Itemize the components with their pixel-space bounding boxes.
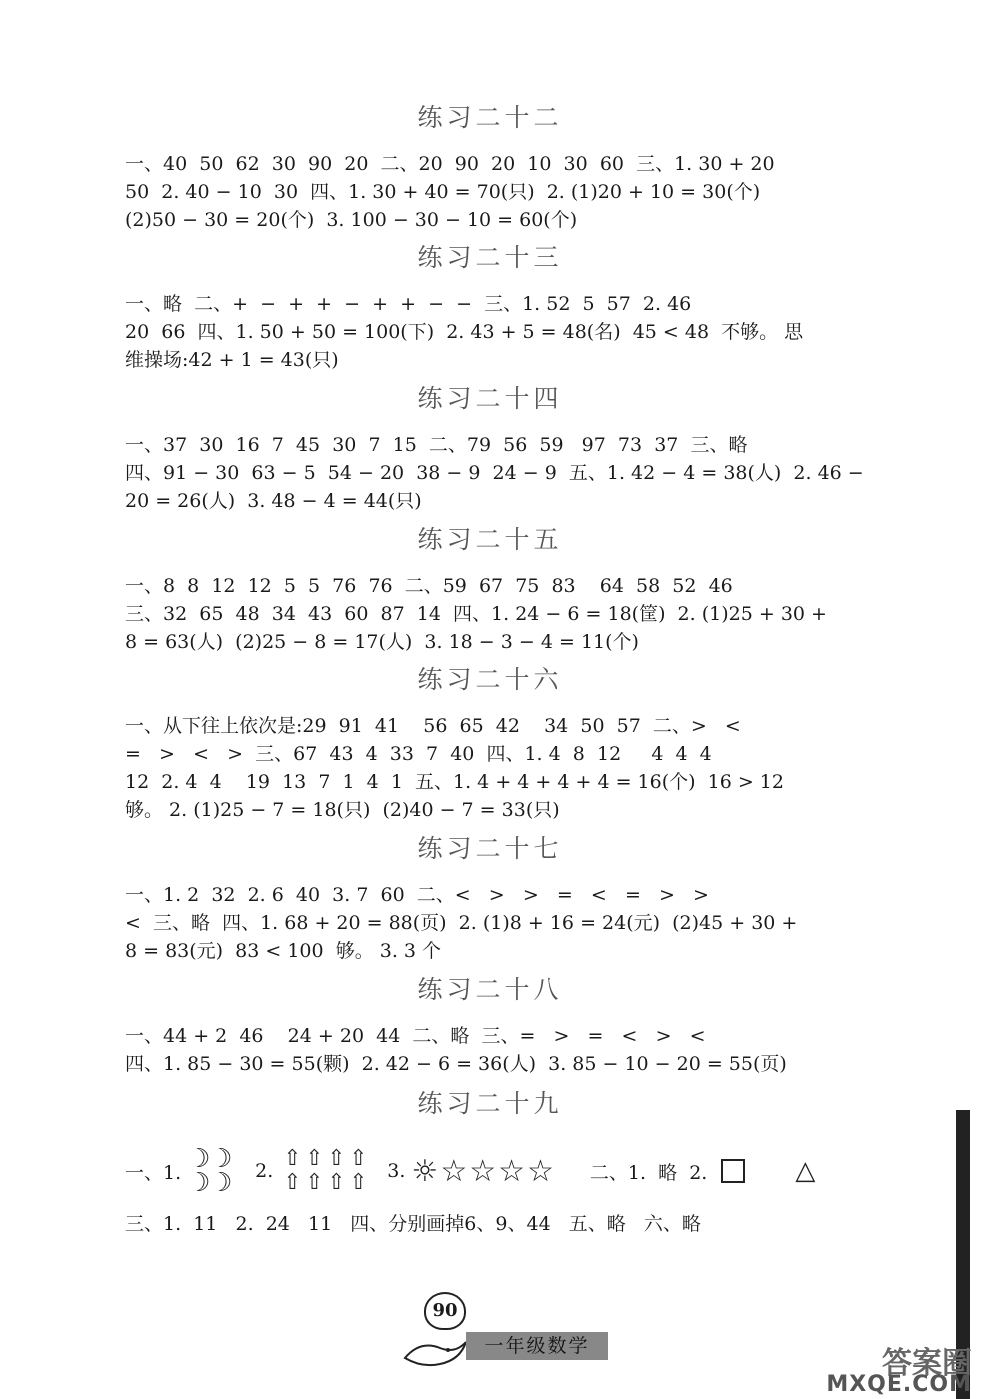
answer-line: < 三、略 四、1. 68 + 20 = 88(页) 2. (1)8 + 16 = 24(元) (2)45 + 30 + <box>125 912 798 934</box>
section-title: 练习二十九 <box>417 1089 563 1118</box>
answer-line: 8 = 63(人) (2)25 − 8 = 17(人) 3. 18 − 3 − 4 = 11(个) <box>125 631 639 653</box>
section-title: 练习二十六 <box>417 665 563 694</box>
answer-line: 一、从下往上依次是:29 91 41 56 65 42 34 50 57 二、> < <box>125 715 741 737</box>
answer-line: 12 2. 4 4 19 13 7 1 4 1 五、1. 4 + 4 + 4 + 4 = 16(个) 16 > 12 <box>125 771 784 793</box>
section-title: 练习二十八 <box>417 975 563 1004</box>
answer-line: 一、37 30 16 7 45 30 7 15 二、79 56 59 97 73 37 三、略 <box>125 434 748 456</box>
shapes-answer-row <box>125 1136 945 1206</box>
answer-label: 2. <box>255 1160 274 1182</box>
answer-line: 20 66 四、1. 50 + 50 = 100(下) 2. 43 + 5 = 48(名) 45 < 48 不够。 思 <box>125 321 804 343</box>
tree-icon: ⇧ <box>305 1146 324 1171</box>
watermark-logo: 答案圈 <box>882 1346 972 1381</box>
section-practice-26 <box>125 660 945 824</box>
watermark-url: MXQE.COM <box>826 1372 972 1397</box>
moons-group <box>187 1144 233 1198</box>
answer-line: = > < > 三、67 43 4 33 7 40 四、1. 4 8 12 4 4 4 <box>125 743 712 765</box>
tree-icon: ⇧ <box>349 1146 368 1171</box>
answer-line: 一、40 50 62 30 90 20 二、20 90 20 10 30 60 三、1. 30 + 20 <box>125 153 775 175</box>
moon-icon: ☽ <box>209 1168 233 1198</box>
tree-icon: ⇧ <box>349 1170 368 1195</box>
answer-line: 一、略 二、+ − + + − + + − − 三、1. 52 5 57 2. 46 <box>125 293 692 315</box>
answer-label: 3. <box>387 1160 406 1182</box>
answer-line: 一、44 + 2 46 24 + 20 44 二、略 三、= > = < > < <box>125 1025 706 1047</box>
section-practice-23 <box>125 238 945 374</box>
tree-icon: ⇧ <box>327 1146 346 1171</box>
tree-icon: ⇧ <box>327 1170 346 1195</box>
moon-icon: ☽ <box>187 1168 211 1198</box>
section-title: 练习二十五 <box>417 525 563 554</box>
trees-group <box>281 1147 369 1195</box>
answer-line: 四、1. 85 − 30 = 55(颗) 2. 42 − 6 = 36(人) 3. 85 − 10 − 20 = 55(页) <box>125 1053 787 1075</box>
answer-line: 四、91 − 30 63 − 5 54 − 20 38 − 9 24 − 9 五、1. 42 − 4 = 38(人) 2. 46 − <box>125 462 864 484</box>
answer-line: (2)50 − 30 = 20(个) 3. 100 − 30 − 10 = 60(个) <box>125 209 578 231</box>
tree-icon: ⇧ <box>283 1146 302 1171</box>
moon-icon: ☽ <box>209 1144 233 1174</box>
section-title: 练习二十二 <box>417 103 563 132</box>
answer-line: 三、1. 11 2. 24 11 四、分别画掉6、9、44 五、略 六、略 <box>125 1213 701 1235</box>
answer-line: 20 = 26(人) 3. 48 − 4 = 44(只) <box>125 490 422 512</box>
tree-icon: ⇧ <box>283 1170 302 1195</box>
section-practice-22 <box>125 98 945 234</box>
triangle-icon: △ <box>795 1156 816 1186</box>
answer-label: 二、1. 略 2. <box>589 1161 708 1184</box>
section-practice-29 <box>125 1084 945 1238</box>
section-title: 练习二十七 <box>417 834 563 863</box>
answer-line: 三、32 65 48 34 43 60 87 14 四、1. 24 − 6 = 18(筐) 2. (1)25 + 30 + <box>125 603 827 625</box>
section-title: 练习二十三 <box>417 243 563 272</box>
answer-line: 一、1. 2 32 2. 6 40 3. 7 60 二、< > > = < = > > <box>125 884 709 906</box>
square-icon <box>721 1159 745 1183</box>
section-practice-28 <box>125 970 945 1078</box>
moon-icon: ☽ <box>187 1144 211 1174</box>
answer-line: 8 = 83(元) 83 < 100 够。 3. 3 个 <box>125 940 442 962</box>
section-title: 练习二十四 <box>417 384 563 413</box>
answer-line: 够。 2. (1)25 − 7 = 18(只) (2)40 − 7 = 33(只) <box>125 799 560 821</box>
sun-and-stars-icon: ☼☆☆☆☆ <box>411 1153 556 1189</box>
section-practice-25 <box>125 520 945 656</box>
section-practice-27 <box>125 829 945 965</box>
page-number: 90 <box>424 1292 466 1330</box>
answer-line: 50 2. 40 − 10 30 四、1. 30 + 40 = 70(只) 2. (1)20 + 10 = 30(个) <box>125 181 761 203</box>
section-practice-24 <box>125 379 945 515</box>
answer-line: 维操场:42 + 1 = 43(只) <box>125 349 339 371</box>
page-footer <box>390 1290 620 1370</box>
tree-icon: ⇧ <box>305 1170 324 1195</box>
answer-label: 一、1. <box>125 1161 182 1184</box>
grade-label: 一年级数学 <box>466 1332 608 1360</box>
answer-line: 一、8 8 12 12 5 5 76 76 二、59 67 75 83 64 58 52 46 <box>125 575 733 597</box>
